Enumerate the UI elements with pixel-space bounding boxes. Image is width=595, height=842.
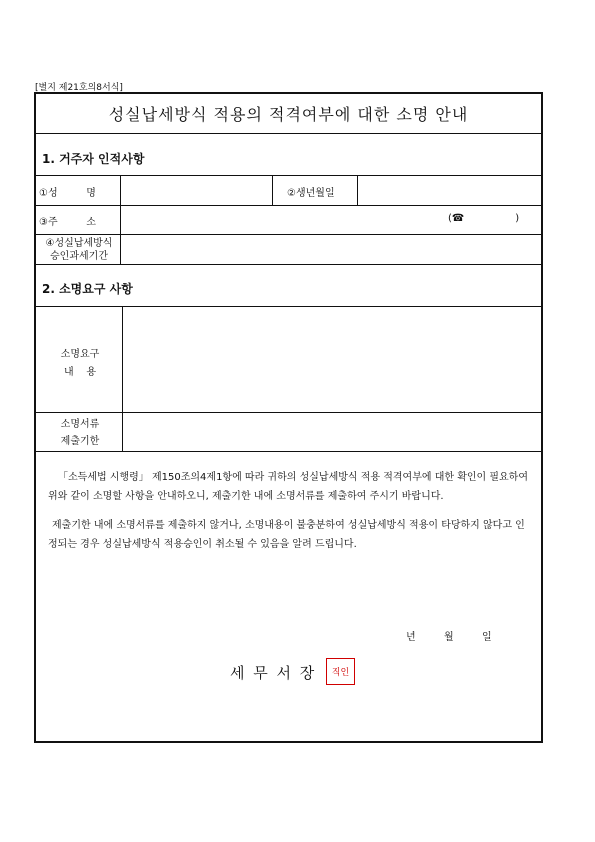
divider	[120, 175, 121, 264]
name-label: ①성 명	[39, 188, 96, 199]
divider	[36, 264, 541, 265]
submission-deadline-label-line2: 제출기한	[60, 436, 100, 447]
request-content-field[interactable]	[124, 308, 539, 410]
section2-heading: 2. 소명요구 사항	[42, 282, 133, 296]
tax-period-label-line1: ④성실납세방식	[45, 238, 113, 249]
birthdate-field[interactable]	[359, 177, 539, 203]
divider	[122, 306, 123, 451]
divider	[36, 451, 541, 452]
official-seal-stamp: 직인	[326, 658, 355, 685]
address-field[interactable]	[122, 207, 442, 232]
form-number-label: [별지 제21호의8서식]	[35, 83, 123, 93]
address-label: ③주 소	[39, 217, 96, 228]
divider	[36, 234, 541, 235]
year-label: 년	[406, 632, 416, 643]
notice-paragraph-2: 제출기한 내에 소명서류를 제출하지 않거나, 소명내용이 불충분하여 성실납세방식 적용이 타당하지 않다고 인정되는 경우 성실납세방식 적용승인이 취소될 수 있음을 알려 드립니다.	[48, 520, 525, 550]
divider	[36, 412, 541, 413]
name-field[interactable]	[122, 177, 270, 203]
tax-period-field[interactable]	[122, 236, 539, 262]
submission-deadline-label	[38, 416, 122, 450]
divider	[272, 175, 273, 205]
tax-office-head: 세 무 서 장	[230, 664, 317, 682]
notice-paragraph-1: 「소득세법 시행령」 제150조의4제1항에 따라 귀하의 성실납세방식 적용 적격여부에 대한 확인이 필요하여 위와 같이 소명할 사항을 안내하오니, 제출기한 내에 소명서류를 제출하여 주시기 바랍니다.	[48, 472, 528, 502]
day-label: 일	[482, 632, 492, 643]
divider	[36, 205, 541, 206]
birthdate-label: ②생년월일	[287, 188, 335, 199]
request-content-label	[38, 346, 122, 382]
form-title: 성실납세방식 적용의 적격여부에 대한 소명 안내	[36, 94, 541, 134]
tax-period-label	[38, 237, 120, 263]
section1-heading: 1. 거주자 인적사항	[42, 152, 145, 166]
tax-period-label-line2: 승인과세기간	[50, 251, 108, 262]
request-content-label-line1: 소명요구	[60, 349, 100, 360]
month-label: 월	[444, 632, 454, 643]
divider	[36, 306, 541, 307]
submission-deadline-field[interactable]	[124, 414, 539, 449]
divider	[36, 175, 541, 176]
phone-label: (☎ )	[448, 213, 520, 224]
submission-deadline-label-line1: 소명서류	[60, 419, 100, 430]
divider	[357, 175, 358, 205]
request-content-label-line2: 내 용	[63, 367, 97, 378]
